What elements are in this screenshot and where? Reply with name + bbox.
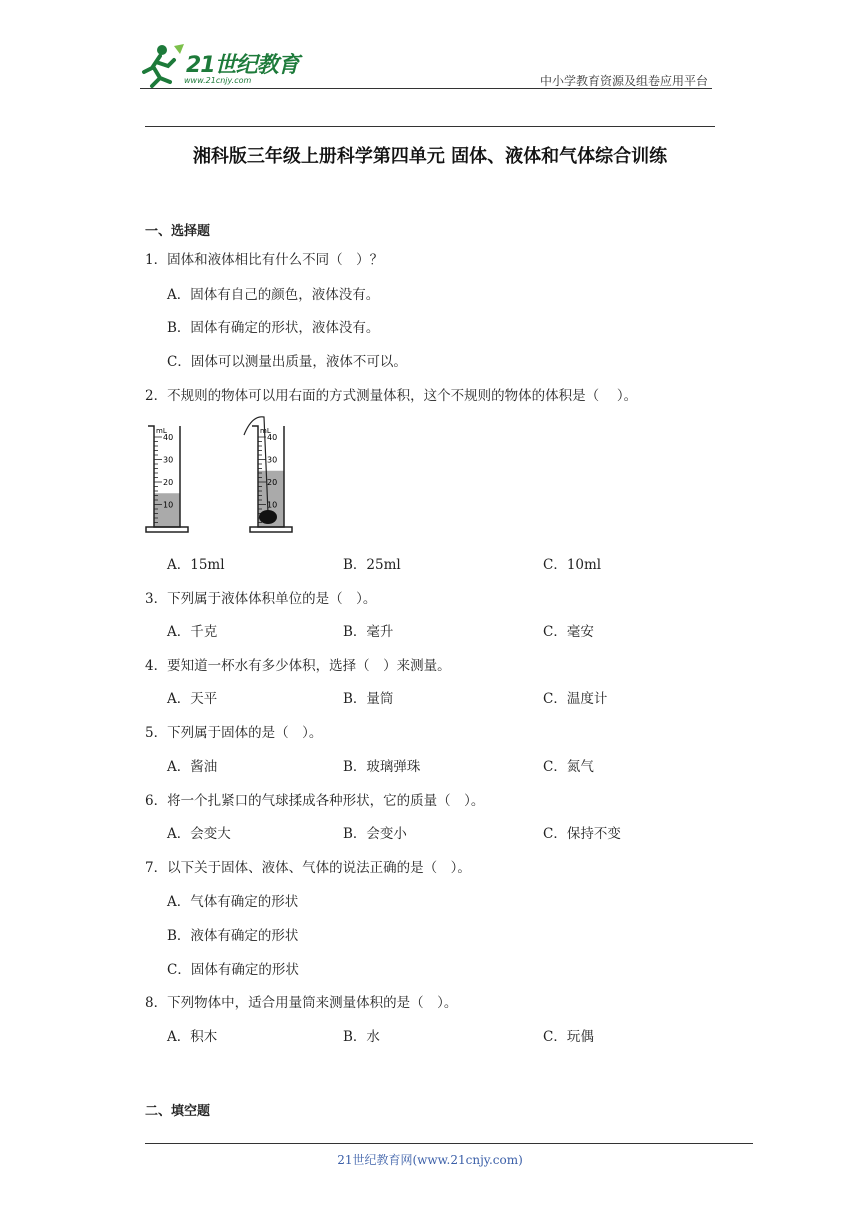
question-3-option-a[interactable]: A．千克 xyxy=(167,624,218,640)
footer-divider xyxy=(145,1143,753,1144)
question-2-option-c[interactable]: C．10ml xyxy=(543,557,602,573)
logo-url: www.21cnjy.com xyxy=(184,76,252,85)
section-heading-fill-in: 二、填空题 xyxy=(145,1104,211,1119)
question-7-option-a[interactable]: A．气体有确定的形状 xyxy=(167,894,299,910)
runner-logo-icon xyxy=(140,42,186,88)
question-6-option-a[interactable]: A．会变大 xyxy=(167,826,231,842)
page-title: 湘科版三年级上册科学第四单元 固体、液体和气体综合训练 xyxy=(192,146,668,167)
question-8-option-b[interactable]: B．水 xyxy=(343,1029,380,1045)
question-1-option-b[interactable]: B．固体有确定的形状，液体没有。 xyxy=(167,320,380,336)
question-5-option-c[interactable]: C．氮气 xyxy=(543,759,594,775)
cylinder-1 xyxy=(146,426,188,532)
question-2-option-b[interactable]: B．25ml xyxy=(343,557,401,573)
question-7-option-c[interactable]: C．固体有确定的形状 xyxy=(167,962,299,978)
cylinder-1-unit: mL xyxy=(156,427,167,435)
question-5: 5．下列属于固体的是（ ）。 xyxy=(145,725,323,741)
question-6: 6．将一个扎紧口的气球揉成各种形状，它的质量（ ）。 xyxy=(145,793,485,809)
question-7-option-b[interactable]: B．液体有确定的形状 xyxy=(167,928,299,944)
question-4-option-a[interactable]: A．天平 xyxy=(167,691,218,707)
question-3-option-c[interactable]: C．毫安 xyxy=(543,624,594,640)
cylinder-1-liquid xyxy=(154,493,180,527)
question-1-option-c[interactable]: C．固体可以测量出质量，液体不可以。 xyxy=(167,354,407,370)
measuring-cylinders-diagram xyxy=(144,413,314,538)
irregular-object xyxy=(259,510,277,524)
cylinder-2-tick-label: 30 xyxy=(267,455,278,465)
question-2-option-a[interactable]: A．15ml xyxy=(167,557,225,573)
question-1-option-a[interactable]: A．固体有自己的颜色，液体没有。 xyxy=(167,287,380,303)
question-2: 2．不规则的物体可以用右面的方式测量体积，这个不规则的物体的体积是（ ）。 xyxy=(145,388,638,404)
cylinder-2-tick-label: 40 xyxy=(267,433,278,442)
logo xyxy=(140,40,320,90)
cylinder-1-tick-label: 40 xyxy=(163,433,174,442)
question-4-option-c[interactable]: C．温度计 xyxy=(543,691,608,707)
header-divider xyxy=(140,88,712,89)
question-8: 8．下列物体中，适合用量筒来测量体积的是（ ）。 xyxy=(145,995,458,1011)
question-3-option-b[interactable]: B．毫升 xyxy=(343,624,394,640)
page-footer: 21世纪教育网(www.21cnjy.com) xyxy=(337,1153,523,1167)
logo-text: 21世纪教育 xyxy=(186,53,299,78)
question-6-option-b[interactable]: B．会变小 xyxy=(343,826,407,842)
cylinder-1-tick-label: 30 xyxy=(163,455,174,465)
question-1: 1．固体和液体相比有什么不同（ ）？ xyxy=(145,252,384,268)
question-5-option-a[interactable]: A．酱油 xyxy=(167,759,218,775)
cylinder-2-unit: mL xyxy=(260,427,271,435)
header-tagline: 中小学教育资源及组卷应用平台 xyxy=(539,74,708,88)
question-8-option-c[interactable]: C．玩偶 xyxy=(543,1029,594,1045)
measuring-cylinder-figure xyxy=(144,413,314,538)
question-3: 3．下列属于液体体积单位的是（ ）。 xyxy=(145,591,377,607)
cylinder-1-tick-label: 10 xyxy=(163,500,174,510)
question-5-option-b[interactable]: B．玻璃弹珠 xyxy=(343,759,421,775)
question-4-option-b[interactable]: B．量筒 xyxy=(343,691,394,707)
cylinder-2-tick-label: 10 xyxy=(267,500,278,510)
question-6-option-c[interactable]: C．保持不变 xyxy=(543,826,621,842)
section-heading-choice: 一、选择题 xyxy=(145,224,211,239)
page-header xyxy=(140,40,712,90)
question-4: 4．要知道一杯水有多少体积，选择（ ）来测量。 xyxy=(145,658,451,674)
cylinder-2 xyxy=(244,417,292,532)
cylinder-2-tick-label: 20 xyxy=(267,478,278,487)
cylinder-1-tick-label: 20 xyxy=(163,478,174,487)
question-7: 7．以下关于固体、液体、气体的说法正确的是（ ）。 xyxy=(145,860,471,876)
question-8-option-a[interactable]: A．积木 xyxy=(167,1029,218,1045)
title-divider xyxy=(145,126,715,127)
